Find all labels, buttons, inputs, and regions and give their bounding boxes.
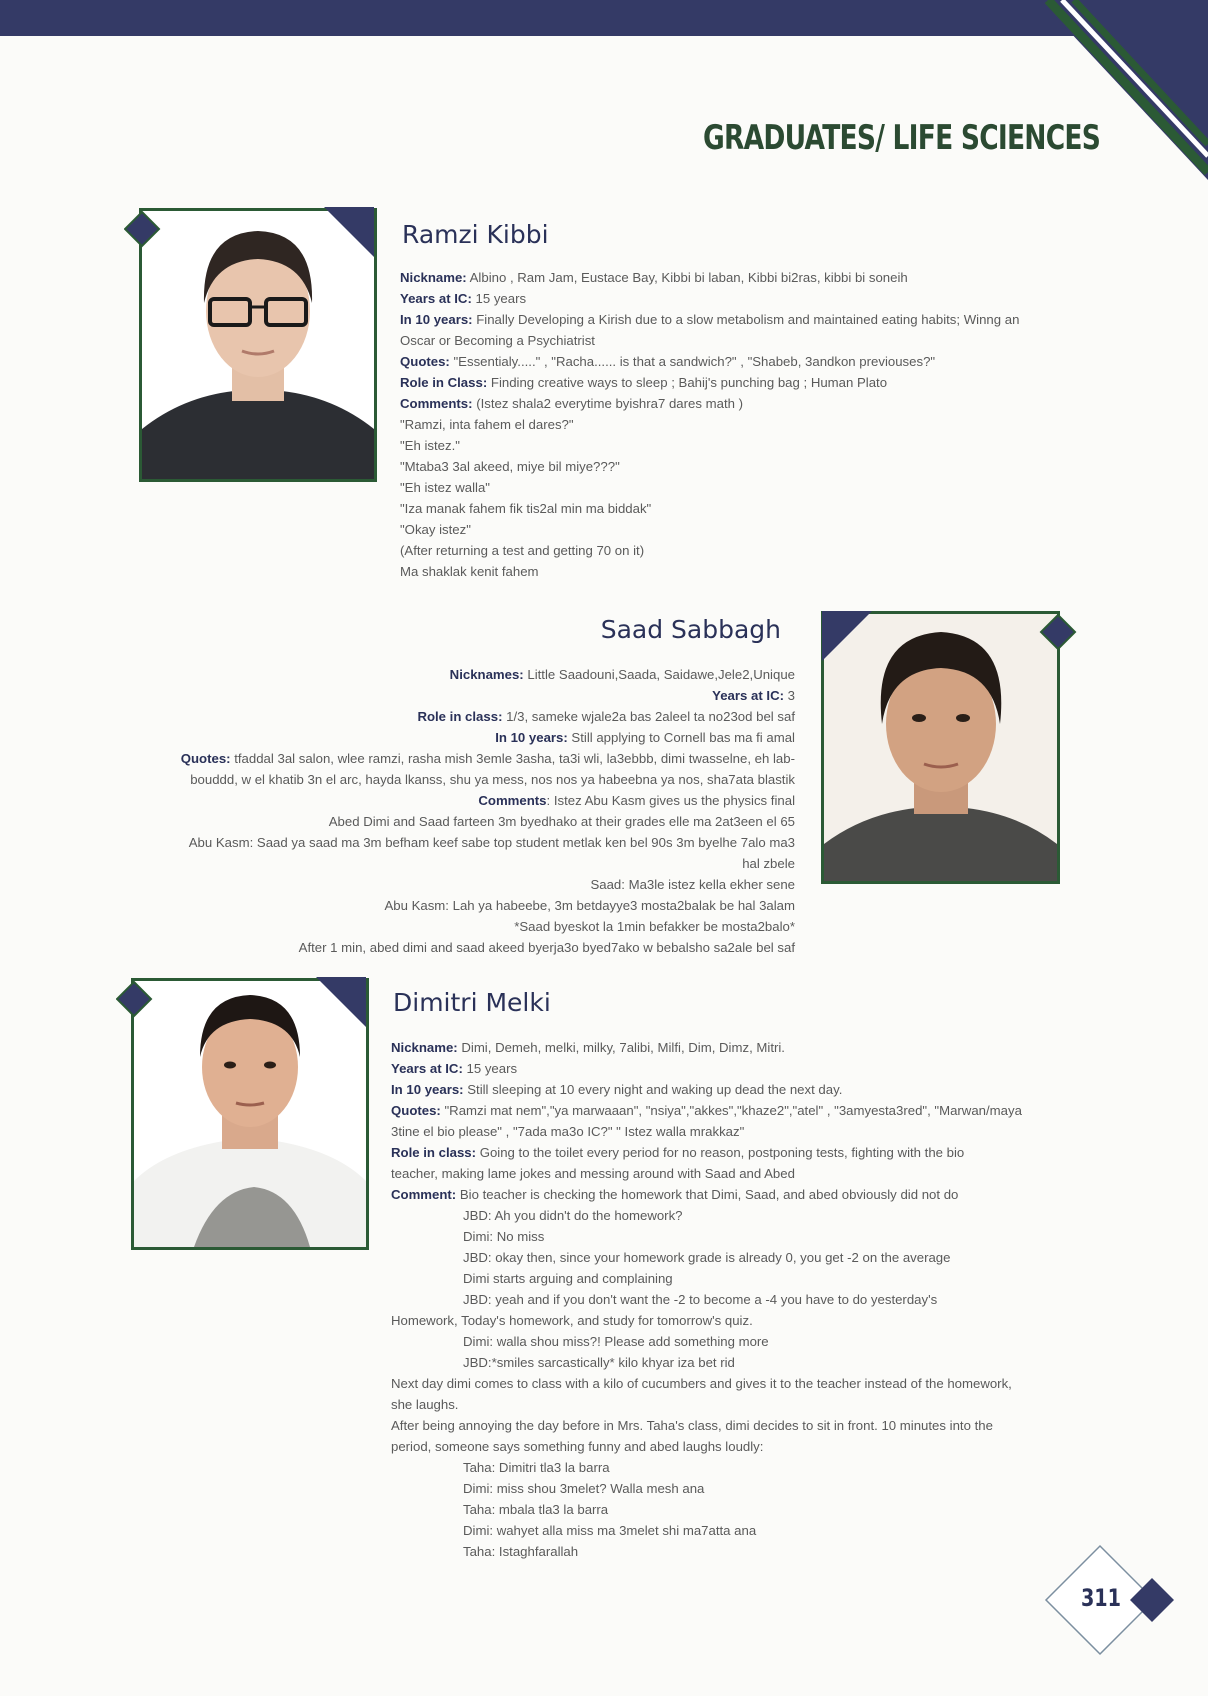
bio-line: "Okay istez" [400,522,471,537]
bio-line: Years at IC: 15 years [391,1061,518,1076]
bio-line: In 10 years: Still sleeping at 10 every night and waking up dead the next day. [391,1082,843,1097]
bio-line: Dimi starts arguing and complaining [463,1271,673,1286]
bio-line: JBD: okay then, since your homework grade is already 0, you get -2 on the average [463,1250,951,1265]
page-number: 311 [1080,1584,1122,1612]
bio-line: Quotes: tfaddal 3al salon, wlee ramzi, rasha mish 3emle 3asha, ta3i wli, la3ebbb, dimi twasselne, eh lab- [180,751,795,766]
bio-line: *Saad byeskot la 1min befakker be mosta2balo* [514,919,795,934]
bio-line: Ma shaklak kenit fahem [400,564,539,579]
bio-line: Dimi: wahyet alla miss ma 3melet shi ma7atta ana [463,1523,757,1538]
bio-line: Taha: Dimitri tla3 la barra [463,1460,610,1475]
bio-line: Oscar or Becoming a Psychiatrist [400,333,595,348]
bio-line: Abed Dimi and Saad farteen 3m byedhako at their grades elle ma 2at3een el 65 [328,814,795,829]
bio-line: Abu Kasm: Saad ya saad ma 3m befham keef sabe top student metlak ken bel 90s 3m byelhe 7alo ma3 [188,835,795,850]
bio-line: teacher, making lame jokes and messing around with Saad and Abed [391,1166,795,1181]
bio-line: 3tine el bio please" , "7ada ma3o IC?" " Istez walla mrakkaz" [391,1124,745,1139]
bio-line: Abu Kasm: Lah ya habeebe, 3m betdayye3 mosta2balak be hal 3alam [384,898,795,913]
photo-frame-corner [124,204,384,264]
bio-line: Dimi: walla shou miss?! Please add something more [463,1334,769,1349]
bio-line: hal zbele [742,856,795,871]
bio-line: "Iza manak fahem fik tis2al min ma biddak" [400,501,652,516]
bio-line: After 1 min, abed dimi and saad akeed byerja3o byed7ako w bebalsho sa2ale bel saf [298,940,795,955]
bio-line: Quotes: "Essentialy....." , "Racha...... is that a sandwich?" , "Shabeb, 3andkon previouses?" [400,354,936,369]
student-bio-ramzi [400,267,1019,582]
bio-line: Comments: (Istez shala2 everytime byishra7 dares math ) [400,396,744,411]
bio-line: Nickname: Dimi, Demeh, melki, milky, 7alibi, Milfi, Dim, Dimz, Mitri. [391,1040,785,1055]
bio-line: Dimi: miss shou 3melet? Walla mesh ana [463,1481,705,1496]
bio-line: Role in class: Going to the toilet every period for no reason, postponing tests, fighting with the bio [391,1145,965,1160]
student-name: Dimitri Melki [393,988,551,1017]
photo-frame-corner [818,607,1078,667]
bio-line: Role in Class: Finding creative ways to sleep ; Bahij's punching bag ; Human Plato [400,375,888,390]
bio-line: Quotes: "Ramzi mat nem","ya marwaaan", "nsiya","akkes","khaze2","atel" , "3amyesta3red", "Marwan/maya [391,1103,1022,1118]
student-name: Saad Sabbagh [600,615,781,644]
bio-line: Years at IC: 3 [712,688,795,703]
bio-line: In 10 years: Finally Developing a Kirish due to a slow metabolism and maintained eating habits; Winng an [400,312,1020,327]
bio-line: Dimi: No miss [463,1229,545,1244]
student-bio-saad [181,664,795,958]
bio-line: "Eh istez walla" [400,480,490,495]
bio-line: (After returning a test and getting 70 on it) [400,543,645,558]
photo-frame-corner [116,974,376,1034]
bio-line: After being annoying the day before in Mrs. Taha's class, dimi decides to sit in front. 10 minutes into the [391,1418,993,1433]
bio-line: Taha: mbala tla3 la barra [463,1502,609,1517]
bio-line: Nickname: Albino , Ram Jam, Eustace Bay, Kibbi bi laban, Kibbi bi2ras, kibbi bi soneih [400,270,908,285]
student-name: Ramzi Kibbi [402,220,549,249]
bio-line: Role in class: 1/3, sameke wjale2a bas 2aleel ta no23od bel saf [417,709,795,724]
bio-line: JBD: Ah you didn't do the homework? [463,1208,683,1223]
bio-line: "Mtaba3 3al akeed, miye bil miye???" [400,459,620,474]
bio-line: "Ramzi, inta fahem el dares?" [400,417,574,432]
bio-line: JBD: yeah and if you don't want the -2 to become a -4 you have to do yesterday's [463,1292,938,1307]
bio-line: Comment: Bio teacher is checking the homework that Dimi, Saad, and abed obviously did not do [391,1187,959,1202]
bio-line: period, someone says something funny and abed laughs loudly: [391,1439,764,1454]
bio-line: Years at IC: 15 years [400,291,527,306]
bio-line: Comments: Istez Abu Kasm gives us the physics final [478,793,795,808]
bio-line: Nicknames: Little Saadouni,Saada, Saidawe,Jele2,Unique [449,667,795,682]
bio-line: Homework, Today's homework, and study for tomorrow's quiz. [391,1313,753,1328]
bio-line: In 10 years: Still applying to Cornell bas ma fi amal [495,730,795,745]
bio-line: JBD:*smiles sarcastically* kilo khyar iza bet rid [463,1355,735,1370]
bio-line: Saad: Ma3le istez kella ekher sene [590,877,795,892]
student-bio-dimitri [391,1037,1022,1562]
bio-line: bouddd, w el khatib 3n el arc, hayda lkanss, shu ya mess, nos nos ya habeebna ya nos, sha7ata blastik [190,772,795,787]
corner-stripes [0,0,1208,200]
bio-line: she laughs. [391,1397,459,1412]
bio-line: "Eh istez." [400,438,460,453]
section-title: GRADUATES/ LIFE SCIENCES [702,118,1100,158]
bio-line: Taha: Istaghfarallah [463,1544,579,1559]
bio-line: Next day dimi comes to class with a kilo of cucumbers and gives it to the teacher instead of the homework, [391,1376,1012,1391]
